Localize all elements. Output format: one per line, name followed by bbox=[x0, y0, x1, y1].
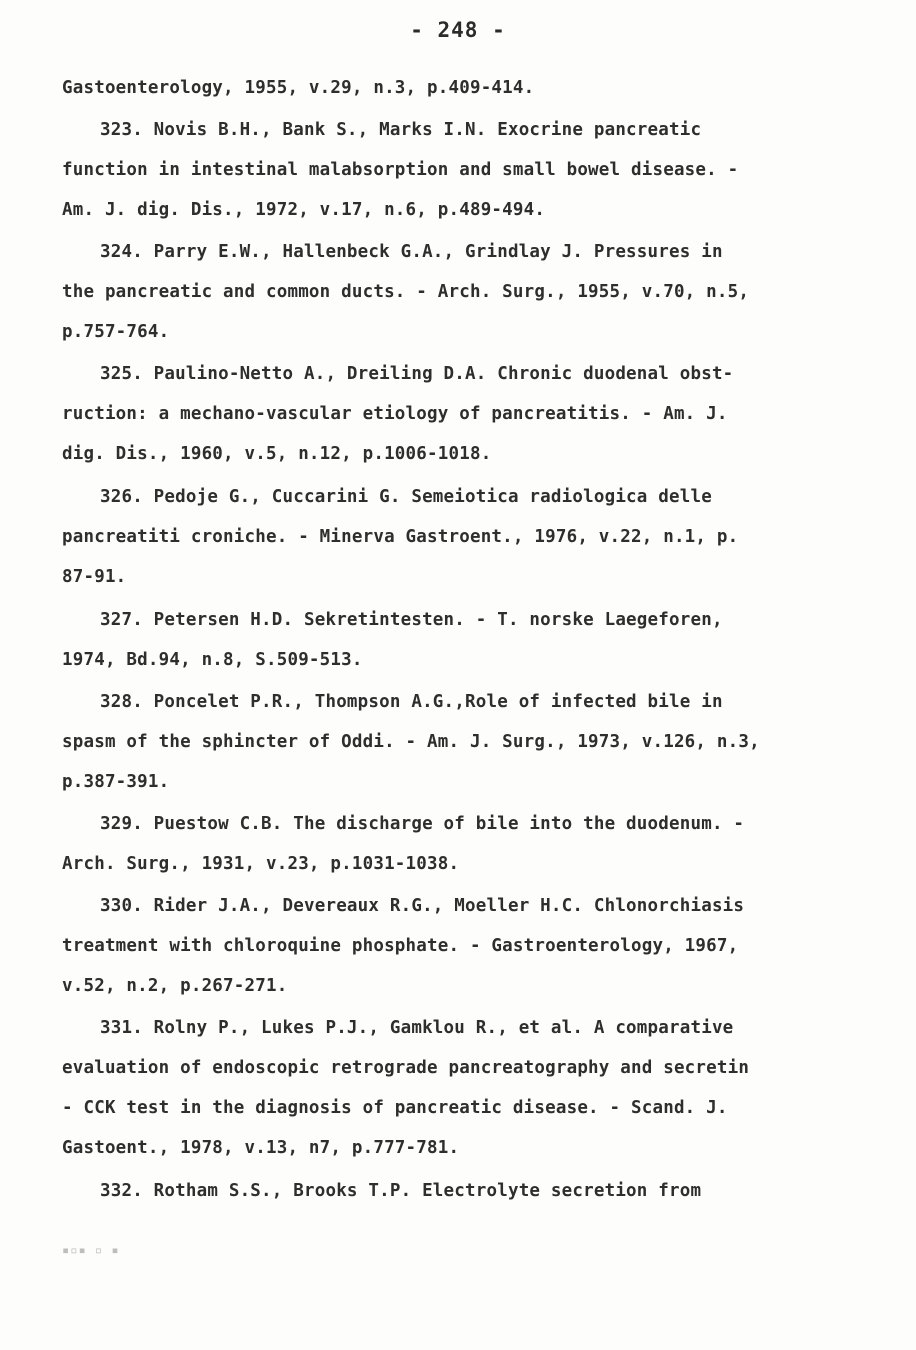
reference-line: p.387-391. bbox=[62, 772, 170, 792]
reference-line: 87-91. bbox=[62, 567, 127, 587]
reference-line: 332. Rotham S.S., Brooks T.P. Electrolyte secretion from bbox=[100, 1181, 702, 1201]
reference-line: Gastoenterology, 1955, v.29, n.3, p.409-414. bbox=[62, 78, 535, 98]
reference-line: 323. Novis B.H., Bank S., Marks I.N. Exocrine pancreatic bbox=[100, 120, 702, 140]
reference-line: evaluation of endoscopic retrograde pancreatography and secretin bbox=[62, 1058, 750, 1078]
reference-line: p.757-764. bbox=[62, 322, 170, 342]
reference-line: spasm of the sphincter of Oddi. - Am. J. Surg., 1973, v.126, n.3, bbox=[62, 732, 760, 752]
scan-smudge: ▪▫▪ ▫ ▪ bbox=[62, 1243, 120, 1257]
reference-line: Gastoent., 1978, v.13, n7, p.777-781. bbox=[62, 1138, 460, 1158]
reference-line: treatment with chloroquine phosphate. - Gastroenterology, 1967, bbox=[62, 936, 739, 956]
reference-line: 329. Puestow C.B. The discharge of bile into the duodenum. - bbox=[100, 814, 745, 834]
reference-line: the pancreatic and common ducts. - Arch. Surg., 1955, v.70, n.5, bbox=[62, 282, 750, 302]
reference-line: ruction: a mechano-vascular etiology of pancreatitis. - Am. J. bbox=[62, 404, 728, 424]
reference-line: 328. Poncelet P.R., Thompson A.G.,Role of infected bile in bbox=[100, 692, 723, 712]
reference-line: dig. Dis., 1960, v.5, n.12, p.1006-1018. bbox=[62, 444, 492, 464]
reference-line: 325. Paulino-Netto A., Dreiling D.A. Chronic duodenal obst- bbox=[100, 364, 734, 384]
reference-line: 327. Petersen H.D. Sekretintesten. - T. norske Laegeforen, bbox=[100, 610, 723, 630]
reference-line: Arch. Surg., 1931, v.23, p.1031-1038. bbox=[62, 854, 460, 874]
reference-line: 324. Parry E.W., Hallenbeck G.A., Grindlay J. Pressures in bbox=[100, 242, 723, 262]
reference-line: v.52, n.2, p.267-271. bbox=[62, 976, 288, 996]
reference-line: 1974, Bd.94, n.8, S.509-513. bbox=[62, 650, 363, 670]
reference-line: 330. Rider J.A., Devereaux R.G., Moeller H.C. Chlonorchiasis bbox=[100, 896, 745, 916]
reference-line: function in intestinal malabsorption and small bowel disease. - bbox=[62, 160, 739, 180]
reference-line: - CCK test in the diagnosis of pancreatic disease. - Scand. J. bbox=[62, 1098, 728, 1118]
reference-line: 326. Pedoje G., Cuccarini G. Semeiotica radiologica delle bbox=[100, 487, 712, 507]
reference-line: 331. Rolny P., Lukes P.J., Gamklou R., et al. A comparative bbox=[100, 1018, 734, 1038]
page-number: - 248 - bbox=[410, 18, 506, 42]
reference-line: Am. J. dig. Dis., 1972, v.17, n.6, p.489-494. bbox=[62, 200, 546, 220]
reference-line: pancreatiti croniche. - Minerva Gastroent., 1976, v.22, n.1, p. bbox=[62, 527, 739, 547]
